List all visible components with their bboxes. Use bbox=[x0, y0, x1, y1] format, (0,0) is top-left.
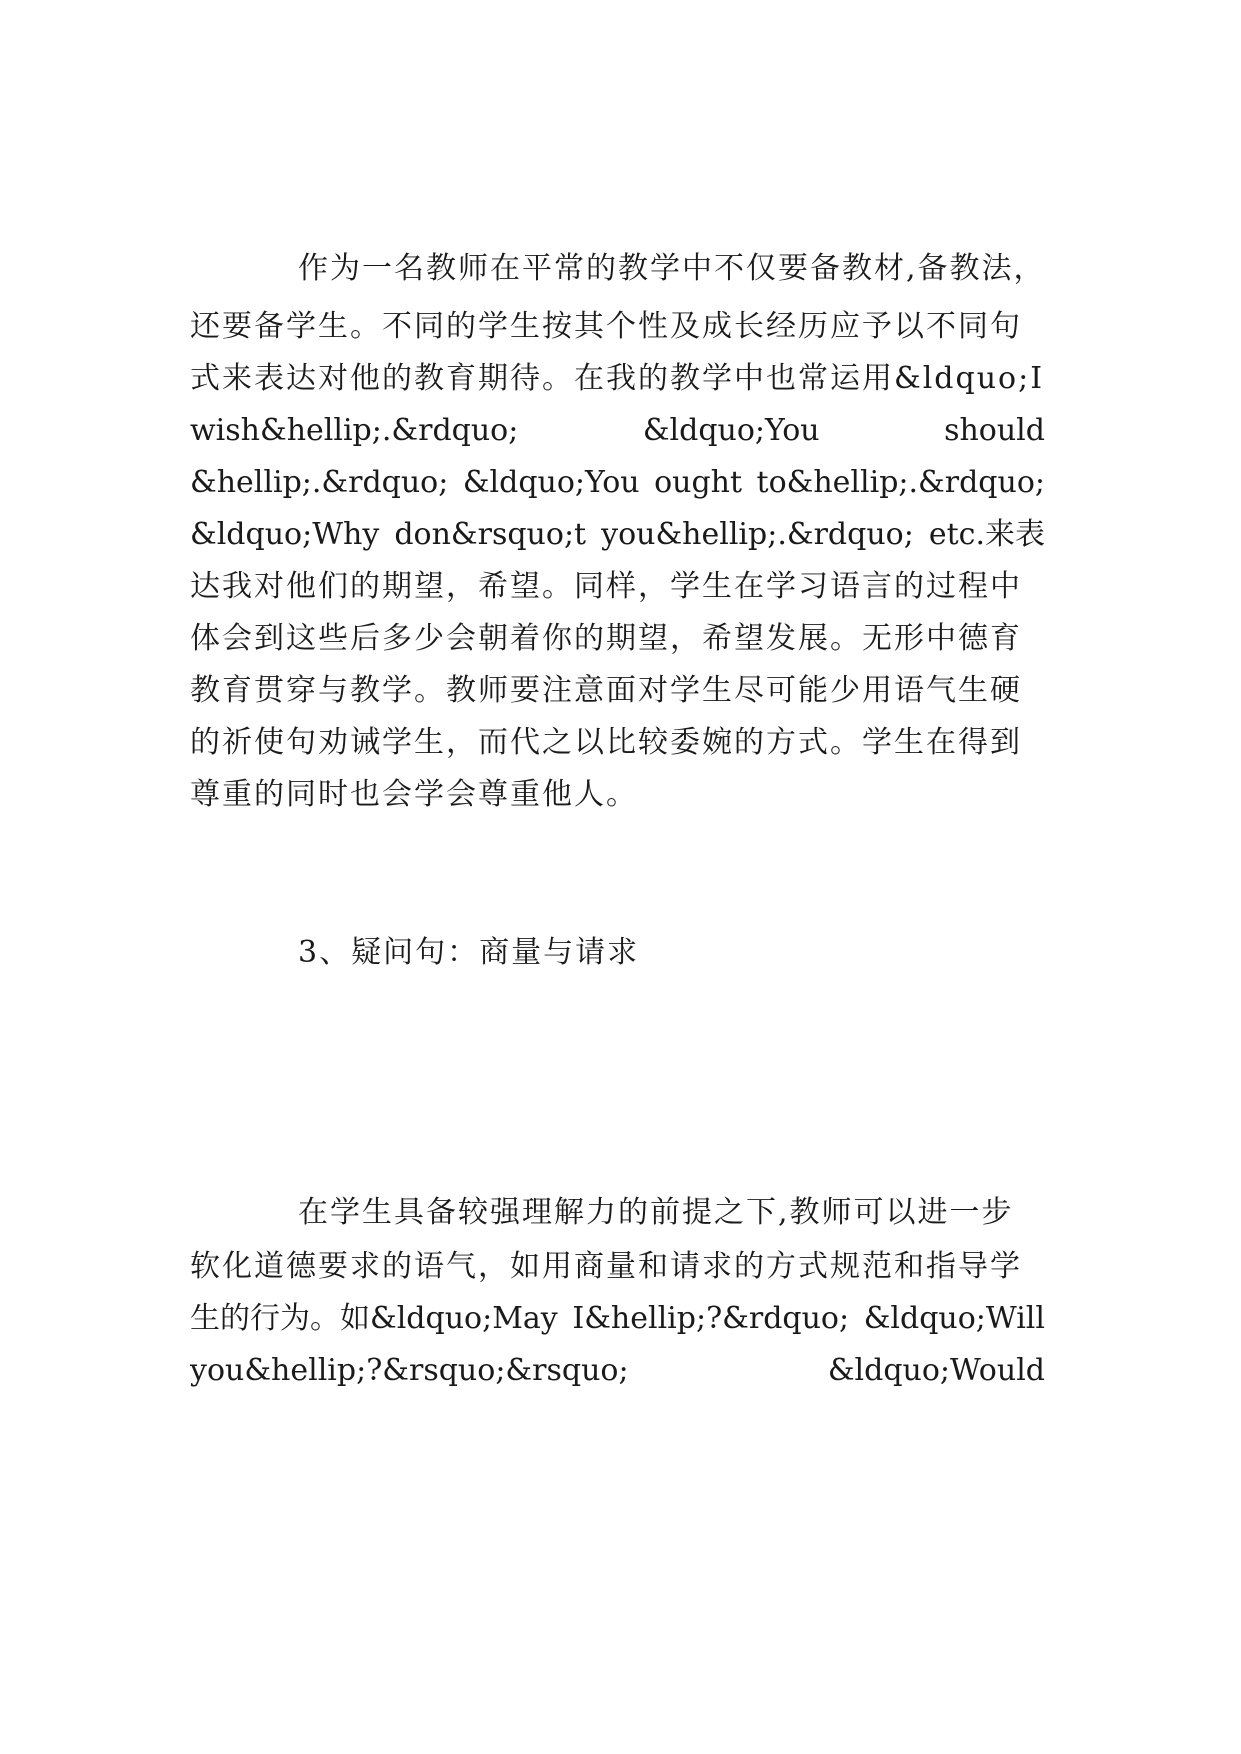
text-segment: 生的行为。如&ldquo;May bbox=[190, 1301, 558, 1336]
text-segment: wish&hellip;.&rdquo; bbox=[190, 413, 519, 448]
text-segment: &ldquo;Would bbox=[827, 1353, 1045, 1388]
paragraph-1-line-6 bbox=[190, 506, 1045, 564]
paragraph-1-line-1: 作为一名教师在平常的教学中不仅要备教材,备教法， bbox=[298, 251, 1046, 286]
paragraph-1-line-8: 体会到这些后多少会朝着你的期望，希望发展。无形中德育 bbox=[190, 621, 1022, 656]
text-segment: etc.来表 bbox=[928, 517, 1045, 552]
text-segment: &ldquo;Will bbox=[863, 1301, 1045, 1336]
paragraph-1-line-9: 教育贯穿与教学。教师要注意面对学生尽可能少用语气生硬 bbox=[190, 673, 1022, 708]
paragraph-2-line-4 bbox=[190, 1342, 1045, 1400]
text-segment: &hellip;.&rdquo; bbox=[190, 465, 449, 500]
text-segment: &ldquo;Why bbox=[190, 517, 380, 552]
text-segment: ought bbox=[654, 465, 743, 500]
paragraph-1-line-7: 达我对他们的期望，希望。同样，学生在学习语言的过程中 bbox=[190, 569, 1022, 604]
text-segment: you&hellip;.&rdquo; bbox=[601, 517, 914, 552]
paragraph-1-line-3: 式来表达对他的教育期待。在我的教学中也常运用&ldquo;I bbox=[190, 361, 1045, 396]
paragraph-1-line-11: 尊重的同时也会学会尊重他人。 bbox=[190, 777, 638, 812]
text-segment: to&hellip;.&rdquo; bbox=[756, 465, 1045, 500]
text-segment: you&hellip;?&rsquo;&rsquo; bbox=[190, 1353, 629, 1388]
text-segment: I&hellip;?&rdquo; bbox=[572, 1301, 850, 1336]
text-segment: don&rsquo;t bbox=[394, 517, 587, 552]
paragraph-2-line-3 bbox=[190, 1290, 1045, 1348]
text-segment: &ldquo;You bbox=[642, 413, 820, 448]
section-heading: 3、疑问句：商量与请求 bbox=[298, 935, 640, 970]
text-segment: should bbox=[944, 413, 1045, 448]
paragraph-2-line-1: 在学生具备较强理解力的前提之下,教师可以进一步 bbox=[298, 1195, 1014, 1230]
paragraph-1-line-4 bbox=[190, 402, 1045, 460]
text-segment: &ldquo;You bbox=[462, 465, 640, 500]
paragraph-1-line-2: 还要备学生。不同的学生按其个性及成长经历应予以不同句 bbox=[190, 309, 1022, 344]
paragraph-1-line-10: 的祈使句劝诫学生，而代之以比较委婉的方式。学生在得到 bbox=[190, 725, 1022, 760]
paragraph-2-line-2: 软化道德要求的语气，如用商量和请求的方式规范和指导学 bbox=[190, 1249, 1022, 1284]
paragraph-1-line-5 bbox=[190, 454, 1045, 512]
